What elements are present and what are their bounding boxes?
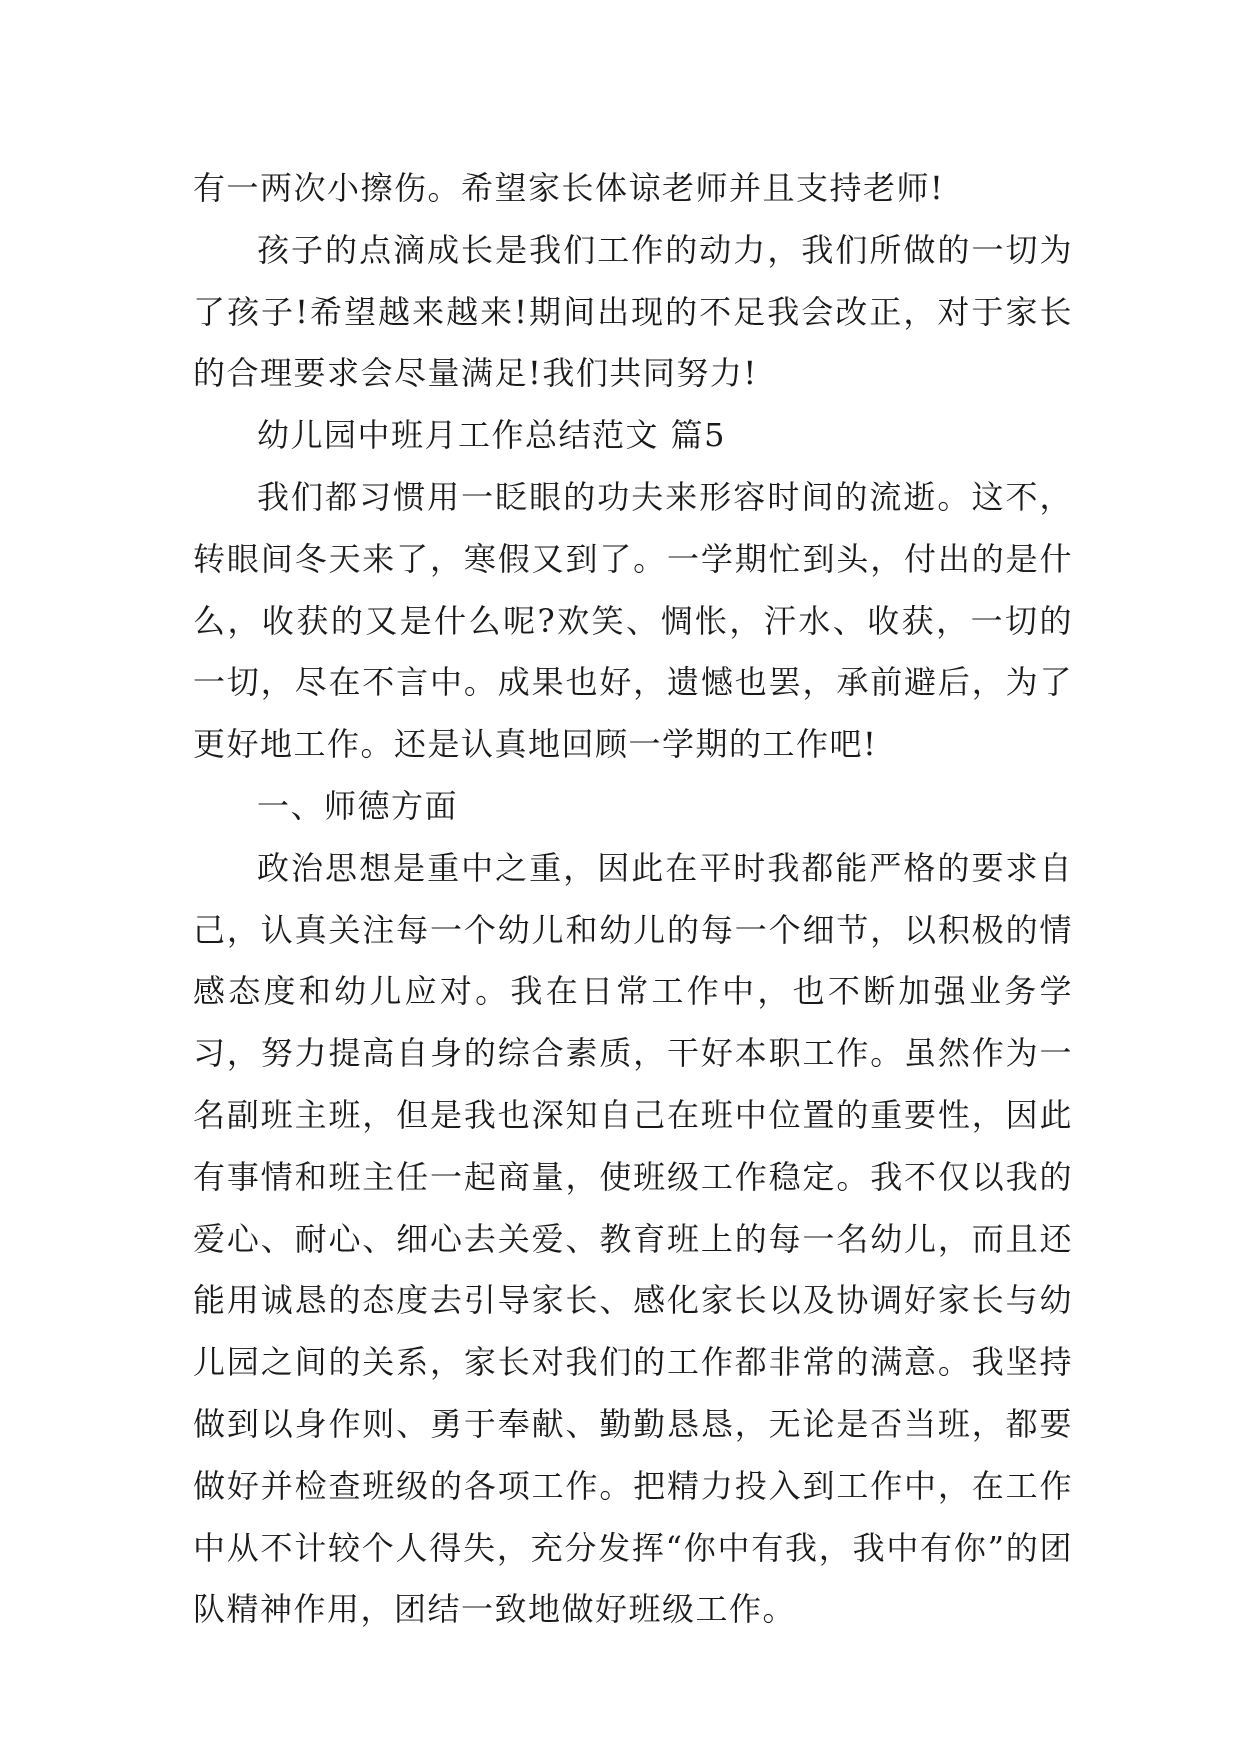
paragraph-ethics: 政治思想是重中之重，因此在平时我都能严格的要求自己，认真关注每一个幼儿和幼儿的每一个细节，以积极的情感态度和幼儿应对。我在日常工作中，也不断加强业务学习，努力提高自身的综合素质，干好本职工作。虽然作为一名副班主班，但是我也深知自己在班中位置的重要性，因此有事情和班主任一起商量，使班级工作稳定。我不仅以我的爱心、耐心、细心去关爱、教育班上的每一名幼儿，而且还能用诚恳的态度去引导家长、感化家长以及协调好家长与幼儿园之间的关系，家长对我们的工作都非常的满意。我坚持做到以身作则、勇于奉献、勤勤恳恳，无论是否当班，都要做好并检查班级的各项工作。把精力投入到工作中，在工作中从不计较个人得失，充分发挥“你中有我，我中有你”的团队精神作用，团结一致地做好班级工作。 (193, 848, 1073, 1629)
document-body (193, 158, 1073, 1641)
paragraph-intro: 我们都习惯用一眨眼的功夫来形容时间的流逝。这不，转眼间冬天来了，寒假又到了。一学期忙到头，付出的是什么，收获的又是什么呢?欢笑、惆怅，汗水、收获，一切的一切，尽在不言中。成果也好，遗憾也罢，承前避后，为了更好地工作。还是认真地回顾一学期的工作吧! (193, 477, 1073, 764)
paragraph-closing: 孩子的点滴成长是我们工作的动力，我们所做的一切为了孩子!希望越来越来!期间出现的不足我会改正，对于家长的合理要求会尽量满足!我们共同努力! (193, 230, 1073, 393)
subsection-heading: 一、师德方面 (257, 786, 459, 825)
section-title: 幼儿园中班月工作总结范文 篇5 (257, 416, 727, 455)
paragraph-continuation: 有一两次小擦伤。希望家长体谅老师并且支持老师! (193, 169, 945, 207)
